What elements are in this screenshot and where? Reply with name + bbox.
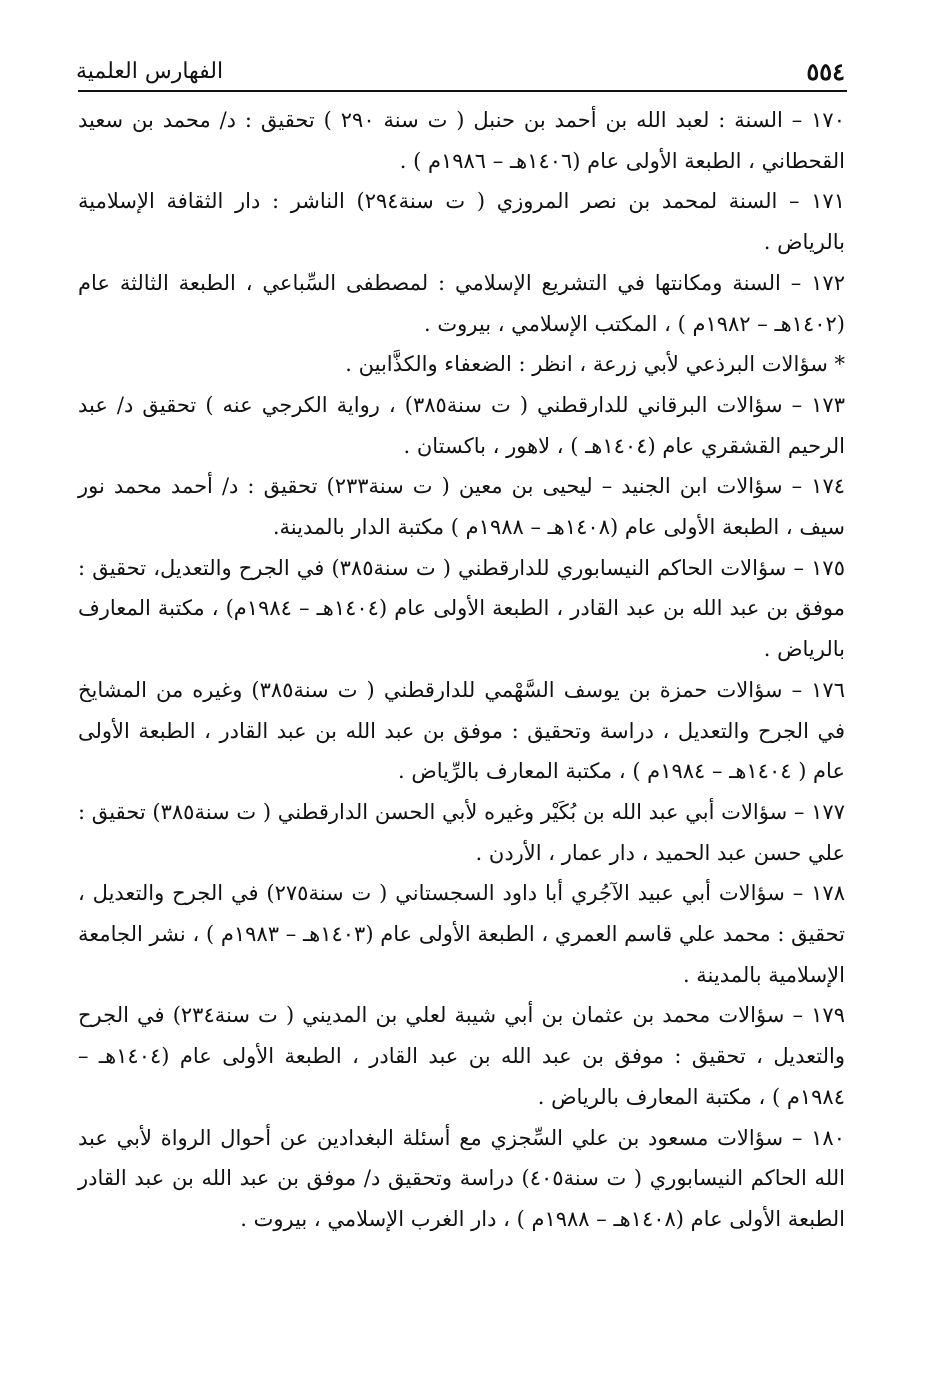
- entry-text: ١٧٨ – سؤالات أبي عبيد الآجُري أبا داود السجستاني ( ت سنة٢٧٥) في الجرح والتعديل ، تحقيق : محمد علي قاسم العمري ، الطبعة الأولى عام (١٤٠٣هـ – ١٩٨٣م ) ، نشر الجامعة الإسلامية بالمدينة .: [78, 881, 845, 987]
- entry-text: ١٧٠ – السنة : لعبد الله بن أحمد بن حنبل ( ت سنة ٢٩٠ ) تحقيق : د/ محمد بن سعيد القحطاني ، الطبعة الأولى عام (١٤٠٦هـ – ١٩٨٦م ) .: [78, 108, 845, 173]
- cross-reference-entry: [78, 344, 845, 385]
- entry-text: ١٧٢ – السنة ومكانتها في التشريع الإسلامي : لمصطفى السِّباعي ، الطبعة الثالثة عام (١٤٠٢هـ – ١٩٨٢م ) ، المكتب الإسلامي ، بيروت .: [78, 270, 845, 336]
- bibliography-entry: [78, 100, 845, 181]
- bibliography-entry: [78, 1118, 845, 1240]
- bibliography-entry: [78, 792, 845, 873]
- bibliography-entry: [78, 385, 845, 466]
- page-header: [76, 52, 845, 90]
- bibliography-entry: [78, 670, 845, 792]
- entry-text: ١٧٧ – سؤالات أبي عبد الله بن بُكَيْر وغيره لأبي الحسن الدارقطني ( ت سنة٣٨٥) تحقيق : علي حسن عبد الحميد ، دار عمار ، الأردن .: [78, 799, 845, 865]
- entry-text: ١٧٩ – سؤالات محمد بن عثمان بن أبي شيبة لعلي بن المديني ( ت سنة٢٣٤) في الجرح والتعديل ، تحقيق : موفق بن عبد الله بن عبد القادر ، الطبعة الأولى عام (١٤٠٤هـ – ١٩٨٤م ) ، مكتبة المعارف بالرياض .: [78, 1003, 845, 1109]
- entry-text: * سؤالات البرذعي لأبي زرعة ، انظر : الضعفاء والكذَّابين .: [345, 352, 845, 377]
- bibliography-entry: [78, 873, 845, 995]
- bibliography-entry: [78, 263, 845, 344]
- entry-text: ١٧٦ – سؤالات حمزة بن يوسف السَّهْمي للدارقطني ( ت سنة٣٨٥) وغيره من المشايخ في الجرح والتعديل ، دراسة وتحقيق : موفق بن عبد الله بن عبد القادر ، الطبعة الأولى عام ( ١٤٠٤هـ – ١٩٨٤م ) ، مكتبة المعارف بالرِّياض .: [78, 677, 845, 784]
- page-number: ٥٥٤: [806, 56, 845, 86]
- entry-text: ١٧٣ – سؤالات البرقاني للدارقطني ( ت سنة٣٨٥) ، رواية الكرجي عنه ) تحقيق د/ عبد الرحيم القشقري عام (١٤٠٤هـ ) ، لاهور ، باكستان .: [78, 392, 845, 458]
- bibliography-list: [78, 100, 845, 1240]
- entry-text: ١٧١ – السنة لمحمد بن نصر المروزي ( ت سنة٢٩٤) الناشر : دار الثقافة الإسلامية بالرياض .: [78, 189, 845, 255]
- bibliography-entry: [78, 995, 845, 1117]
- bibliography-entry: [78, 466, 845, 547]
- entry-text: ١٨٠ – سؤالات مسعود بن علي السِّجزي مع أسئلة البغدادين عن أحوال الرواة لأبي عبد الله الحاكم النيسابوري ( ت سنة٤٠٥) دراسة وتحقيق د/ موفق بن عبد الله بن عبد القادر الطبعة الأولى عام (١٤٠٨هـ – ١٩٨٨م ) ، دار الغرب الإسلامي ، بيروت .: [78, 1125, 845, 1231]
- header-divider: [78, 90, 847, 92]
- bibliography-entry: [78, 181, 845, 262]
- entry-text: ١٧٥ – سؤالات الحاكم النيسابوري للدارقطني ( ت سنة٣٨٥) في الجرح والتعديل، تحقيق : موفق بن عبد الله بن عبد القادر ، الطبعة الأولى عام (١٤٠٤هـ – ١٩٨٤م) ، مكتبة المعارف بالرياض .: [78, 555, 846, 662]
- bibliography-entry: [78, 548, 845, 670]
- entry-text: ١٧٤ – سؤالات ابن الجنيد – ليحيى بن معين ( ت سنة٢٣٣) تحقيق : د/ أحمد محمد نور سيف ، الطبعة الأولى عام (١٤٠٨هـ – ١٩٨٨م ) مكتبة الدار بالمدينة.: [78, 474, 846, 540]
- running-title: الفهارس العلمية: [76, 58, 224, 84]
